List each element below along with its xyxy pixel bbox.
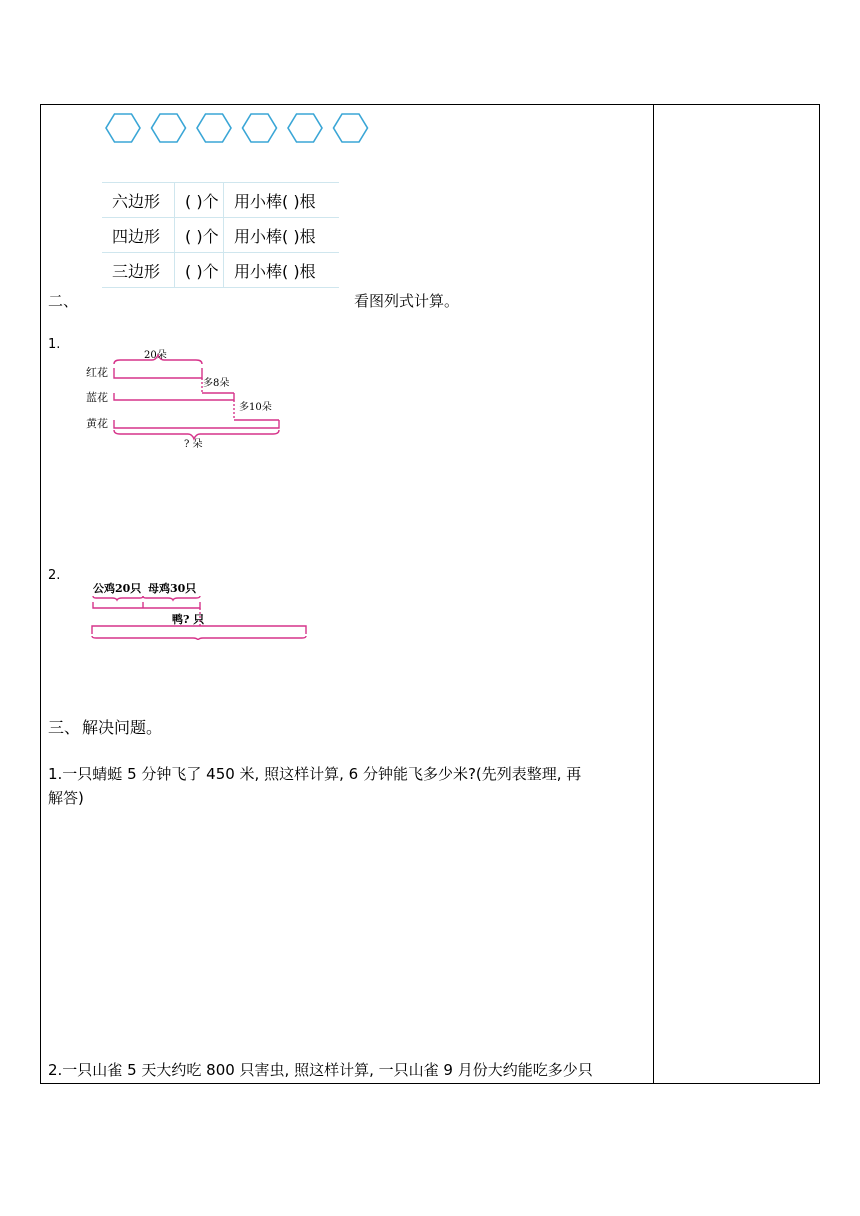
sticks-blank[interactable]: 用小棒( )根 <box>224 253 340 288</box>
annotation-hen: 母鸡30只 <box>148 582 197 595</box>
label-red: 红花 <box>86 366 108 379</box>
hexagon-shape <box>288 114 322 142</box>
table-row <box>102 218 339 253</box>
question1-line2: 解答) <box>48 789 84 807</box>
annotation-question: ? 朵 <box>184 439 203 448</box>
annotation-rooster: 公鸡20只 <box>93 582 142 595</box>
problem2-number: 2. <box>48 568 61 583</box>
section2-number: 二、 <box>48 292 79 310</box>
hexagon-shape <box>334 114 368 142</box>
hexagon-shape <box>243 114 277 142</box>
shape-name: 三边形 <box>102 253 175 288</box>
label-blue: 蓝花 <box>86 391 108 404</box>
sticks-blank[interactable]: 用小棒( )根 <box>224 218 340 253</box>
hexagon-shape <box>152 114 186 142</box>
section3-number: 三、 <box>48 718 81 737</box>
question1-line1: 1.一只蜻蜓 5 分钟飞了 450 米, 照这样计算, 6 分钟能飞多少米?(先列表整理, 再 <box>48 765 582 783</box>
section3-title: 解决问题。 <box>82 718 163 737</box>
flower-diagram <box>84 348 294 448</box>
annotation-yellow-more: 多10朵 <box>239 402 272 413</box>
hexagon-shape <box>197 114 231 142</box>
shape-table <box>102 182 339 288</box>
hexagon-row <box>100 110 370 148</box>
question1 <box>48 762 648 810</box>
count-blank[interactable]: ( )个 <box>175 183 224 218</box>
section2-title: 看图列式计算。 <box>354 292 460 310</box>
annotation-red-total: 20朵 <box>144 350 167 361</box>
problem1-number: 1. <box>48 337 61 352</box>
shape-name: 六边形 <box>102 183 175 218</box>
question2 <box>48 1058 648 1082</box>
annotation-blue-more: 多8朵 <box>203 378 230 389</box>
count-blank[interactable]: ( )个 <box>175 253 224 288</box>
chicken-duck-diagram <box>88 578 313 640</box>
table-row <box>102 253 339 288</box>
annotation-duck: 鸭? 只 <box>172 613 205 626</box>
count-blank[interactable]: ( )个 <box>175 218 224 253</box>
hexagon-shape <box>106 114 140 142</box>
sticks-blank[interactable]: 用小棒( )根 <box>224 183 340 218</box>
table-row <box>102 183 339 218</box>
column-divider <box>653 104 654 1084</box>
label-yellow: 黄花 <box>86 417 108 430</box>
question2-line1: 2.一只山雀 5 天大约吃 800 只害虫, 照这样计算, 一只山雀 9 月份大约能吃多少只 <box>48 1061 593 1079</box>
shape-name: 四边形 <box>102 218 175 253</box>
